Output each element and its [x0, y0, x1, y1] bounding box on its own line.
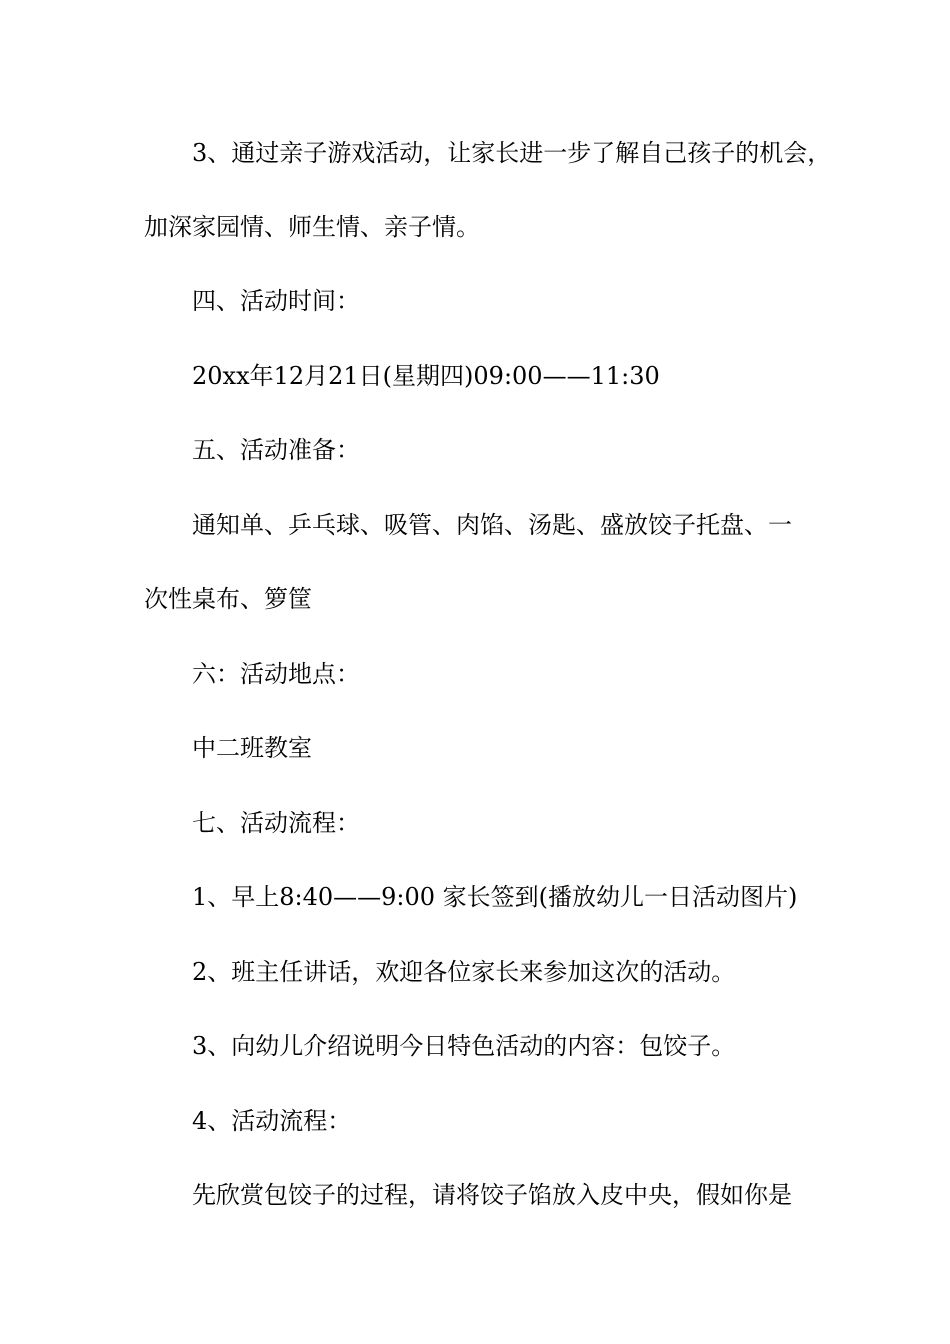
activity-location-value: 中二班教室 [192, 734, 312, 762]
process-step-4-description: 先欣赏包饺子的过程，请将饺子馅放入皮中央，假如你是 [192, 1181, 792, 1209]
activity-time-value: 20xx年12月21日(星期四)09:00——11:30 [192, 362, 660, 390]
heading-activity-time: 四、活动时间： [192, 287, 360, 315]
heading-activity-location: 六：活动地点： [192, 660, 360, 688]
paragraph-goal-3-line-2: 加深家园情、师生情、亲子情。 [144, 213, 480, 241]
preparation-list-line-1: 通知单、乒乓球、吸管、肉馅、汤匙、盛放饺子托盘、一 [192, 511, 792, 539]
heading-activity-preparation: 五、活动准备： [192, 436, 360, 464]
process-step-3: 3、向幼儿介绍说明今日特色活动的内容：包饺子。 [192, 1032, 736, 1060]
preparation-list-line-2: 次性桌布、箩筐 [144, 585, 312, 613]
process-step-2: 2、班主任讲话，欢迎各位家长来参加这次的活动。 [192, 958, 736, 986]
process-step-4: 4、活动流程： [192, 1107, 352, 1135]
process-step-1: 1、早上8:40——9:00 家长签到(播放幼儿一日活动图片) [192, 883, 798, 911]
paragraph-goal-3-line-1: 3、通过亲子游戏活动，让家长进一步了解自己孩子的机会， [192, 139, 832, 167]
heading-activity-process: 七、活动流程： [192, 809, 360, 837]
